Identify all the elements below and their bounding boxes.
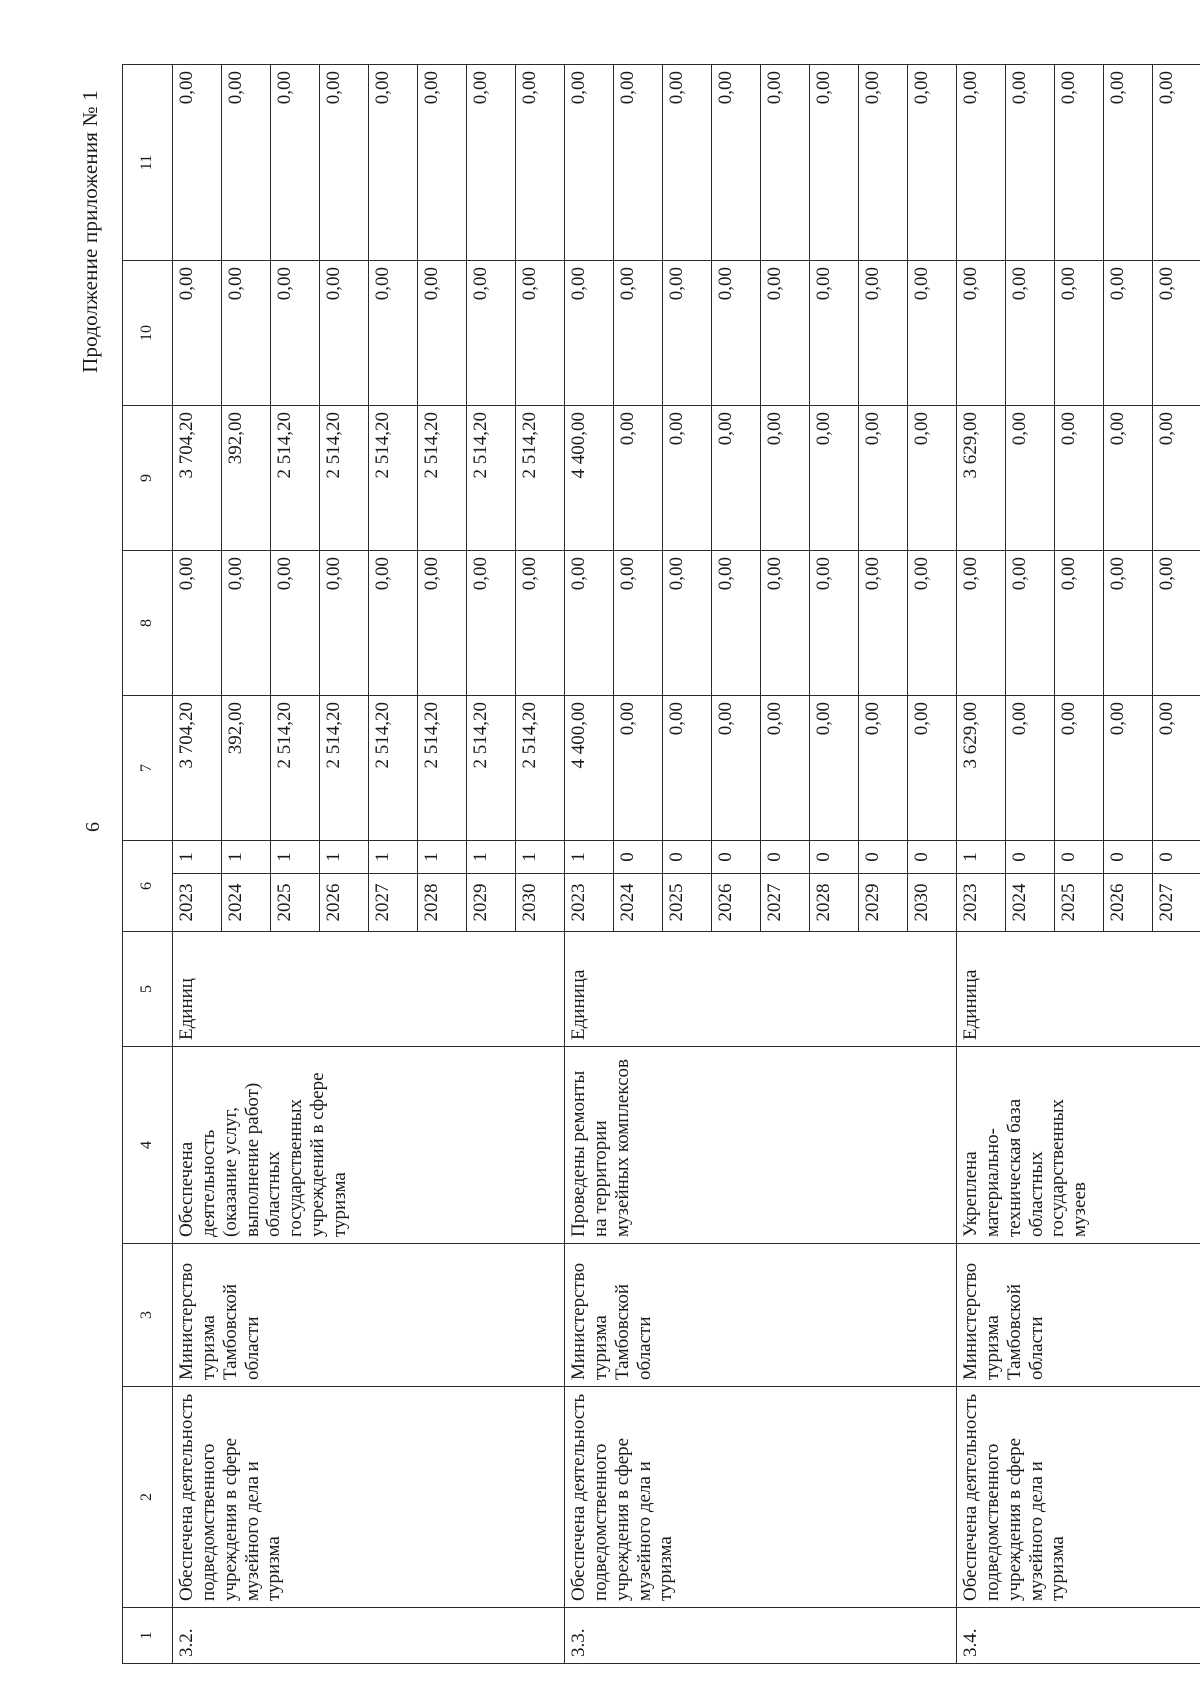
- amount-col10: 0,00: [761, 261, 810, 406]
- amount-col9: 0,00: [810, 406, 859, 551]
- responsible-executor: Министерство туризма Тамбовской области: [565, 1244, 957, 1387]
- indicator-value: 1: [957, 841, 1006, 874]
- amount-col11: 0,00: [1104, 65, 1153, 261]
- amount-col11: 0,00: [271, 65, 320, 261]
- year-cell: 2030: [516, 874, 565, 932]
- amount-col9: 0,00: [761, 406, 810, 551]
- column-number: 5: [123, 932, 173, 1047]
- year-cell: 2025: [663, 874, 712, 932]
- item-code: 3.3.: [565, 1608, 957, 1664]
- amount-col9: 2 514,20: [369, 406, 418, 551]
- item-code: 3.4.: [957, 1608, 1200, 1664]
- year-cell: 2026: [320, 874, 369, 932]
- amount-col8: 0,00: [810, 551, 859, 696]
- item-code: 3.2.: [173, 1608, 565, 1664]
- indicator-value: 0: [663, 841, 712, 874]
- amount-col10: 0,00: [614, 261, 663, 406]
- amount-col9: 2 514,20: [467, 406, 516, 551]
- amount-col10: 0,00: [271, 261, 320, 406]
- indicator-value: 1: [467, 841, 516, 874]
- amount-col11: 0,00: [614, 65, 663, 261]
- indicator-value: 1: [369, 841, 418, 874]
- result-description: Обеспечена деятельность (оказание услуг, выполнение работ) областных государственных учреждений в сфере туризма: [173, 1047, 565, 1244]
- year-cell: 2029: [467, 874, 516, 932]
- amount-col8: 0,00: [516, 551, 565, 696]
- amount-col10: 0,00: [859, 261, 908, 406]
- amount-col8: 0,00: [369, 551, 418, 696]
- year-cell: 2023: [957, 874, 1006, 932]
- measure-unit: Единиц: [173, 932, 565, 1047]
- amount-col10: 0,00: [369, 261, 418, 406]
- amount-col10: 0,00: [1153, 261, 1200, 406]
- result-description: Укреплена материально-техническая база областных государственных музеев: [957, 1047, 1200, 1244]
- amount-col8: 0,00: [859, 551, 908, 696]
- amount-col8: 0,00: [1055, 551, 1104, 696]
- amount-col7: 0,00: [614, 696, 663, 841]
- column-number: 6: [123, 841, 173, 932]
- amount-col9: 3 629,00: [957, 406, 1006, 551]
- column-number: 1: [123, 1608, 173, 1664]
- responsible-executor: Министерство туризма Тамбовской области: [957, 1244, 1200, 1387]
- table-row: [565, 65, 614, 1664]
- amount-col11: 0,00: [320, 65, 369, 261]
- amount-col10: 0,00: [1006, 261, 1055, 406]
- amount-col7: 3 704,20: [173, 696, 222, 841]
- amount-col10: 0,00: [222, 261, 271, 406]
- amount-col8: 0,00: [271, 551, 320, 696]
- year-cell: 2025: [271, 874, 320, 932]
- amount-col8: 0,00: [908, 551, 957, 696]
- amount-col11: 0,00: [810, 65, 859, 261]
- amount-col11: 0,00: [957, 65, 1006, 261]
- page-number: 6: [82, 822, 104, 832]
- year-cell: 2028: [418, 874, 467, 932]
- year-cell: 2029: [859, 874, 908, 932]
- amount-col11: 0,00: [369, 65, 418, 261]
- amount-col11: 0,00: [467, 65, 516, 261]
- amount-col9: 3 704,20: [173, 406, 222, 551]
- amount-col7: 392,00: [222, 696, 271, 841]
- indicator-value: 0: [1006, 841, 1055, 874]
- indicator-value: 1: [418, 841, 467, 874]
- amount-col7: 0,00: [1104, 696, 1153, 841]
- amount-col7: 2 514,20: [516, 696, 565, 841]
- amount-col7: 0,00: [1153, 696, 1200, 841]
- indicator-value: 1: [565, 841, 614, 874]
- amount-col11: 0,00: [173, 65, 222, 261]
- amount-col9: 2 514,20: [516, 406, 565, 551]
- amount-col8: 0,00: [712, 551, 761, 696]
- amount-col10: 0,00: [173, 261, 222, 406]
- column-number: 2: [123, 1387, 173, 1608]
- year-cell: 2027: [761, 874, 810, 932]
- amount-col10: 0,00: [418, 261, 467, 406]
- year-cell: 2024: [222, 874, 271, 932]
- amount-col9: 0,00: [908, 406, 957, 551]
- amount-col11: 0,00: [1055, 65, 1104, 261]
- indicator-value: 1: [173, 841, 222, 874]
- amount-col9: 2 514,20: [418, 406, 467, 551]
- amount-col9: 0,00: [663, 406, 712, 551]
- amount-col10: 0,00: [1104, 261, 1153, 406]
- amount-col7: 0,00: [712, 696, 761, 841]
- amount-col7: 3 629,00: [957, 696, 1006, 841]
- amount-col10: 0,00: [565, 261, 614, 406]
- indicator-value: 0: [761, 841, 810, 874]
- amount-col8: 0,00: [320, 551, 369, 696]
- amount-col10: 0,00: [908, 261, 957, 406]
- column-number: 3: [123, 1244, 173, 1387]
- amount-col11: 0,00: [761, 65, 810, 261]
- amount-col8: 0,00: [1104, 551, 1153, 696]
- indicator-value: 0: [810, 841, 859, 874]
- year-cell: 2023: [565, 874, 614, 932]
- indicator-value: 1: [320, 841, 369, 874]
- amount-col8: 0,00: [222, 551, 271, 696]
- year-cell: 2027: [369, 874, 418, 932]
- amount-col11: 0,00: [859, 65, 908, 261]
- indicator-value: 0: [1104, 841, 1153, 874]
- column-number: 8: [123, 551, 173, 696]
- amount-col8: 0,00: [614, 551, 663, 696]
- amount-col10: 0,00: [810, 261, 859, 406]
- amount-col11: 0,00: [418, 65, 467, 261]
- amount-col7: 2 514,20: [369, 696, 418, 841]
- amount-col7: 2 514,20: [418, 696, 467, 841]
- amount-col11: 0,00: [1006, 65, 1055, 261]
- amount-col7: 0,00: [908, 696, 957, 841]
- indicator-value: 1: [222, 841, 271, 874]
- task-description: Обеспечена деятельность подведомственного учреждения в сфере музейного дела и туризма: [173, 1387, 565, 1608]
- amount-col11: 0,00: [1153, 65, 1200, 261]
- amount-col8: 0,00: [173, 551, 222, 696]
- amount-col9: 0,00: [859, 406, 908, 551]
- task-description: Обеспечена деятельность подведомственного учреждения в сфере музейного дела и туризма: [957, 1387, 1200, 1608]
- amount-col9: 0,00: [614, 406, 663, 551]
- amount-col8: 0,00: [1006, 551, 1055, 696]
- amount-col9: 0,00: [1006, 406, 1055, 551]
- responsible-executor: Министерство туризма Тамбовской области: [173, 1244, 565, 1387]
- amount-col9: 392,00: [222, 406, 271, 551]
- amount-col7: 0,00: [761, 696, 810, 841]
- appendix-caption: Продолжение приложения № 1: [78, 90, 102, 373]
- amount-col11: 0,00: [663, 65, 712, 261]
- result-description: Проведены ремонты на территории музейных комплексов: [565, 1047, 957, 1244]
- amount-col7: 0,00: [859, 696, 908, 841]
- year-cell: 2026: [712, 874, 761, 932]
- column-number: 9: [123, 406, 173, 551]
- amount-col7: 4 400,00: [565, 696, 614, 841]
- amount-col8: 0,00: [761, 551, 810, 696]
- column-number-row: [123, 65, 173, 1664]
- amount-col11: 0,00: [516, 65, 565, 261]
- table-row: [173, 65, 222, 1664]
- amount-col9: 2 514,20: [320, 406, 369, 551]
- amount-col9: 0,00: [1055, 406, 1104, 551]
- amount-col10: 0,00: [467, 261, 516, 406]
- column-number: 7: [123, 696, 173, 841]
- amount-col10: 0,00: [712, 261, 761, 406]
- amount-col11: 0,00: [565, 65, 614, 261]
- amount-col7: 2 514,20: [320, 696, 369, 841]
- amount-col7: 0,00: [810, 696, 859, 841]
- amount-col10: 0,00: [320, 261, 369, 406]
- year-cell: 2024: [614, 874, 663, 932]
- amount-col7: 2 514,20: [467, 696, 516, 841]
- year-cell: 2028: [810, 874, 859, 932]
- year-cell: 2027: [1153, 874, 1200, 932]
- amount-col8: 0,00: [663, 551, 712, 696]
- amount-col9: 2 514,20: [271, 406, 320, 551]
- amount-col11: 0,00: [908, 65, 957, 261]
- amount-col8: 0,00: [1153, 551, 1200, 696]
- year-cell: 2025: [1055, 874, 1104, 932]
- amount-col7: 0,00: [663, 696, 712, 841]
- amount-col9: 4 400,00: [565, 406, 614, 551]
- measure-unit: Единица: [565, 932, 957, 1047]
- measure-unit: Единица: [957, 932, 1200, 1047]
- amount-col7: 2 514,20: [271, 696, 320, 841]
- column-number: 11: [123, 65, 173, 261]
- year-cell: 2024: [1006, 874, 1055, 932]
- amount-col10: 0,00: [957, 261, 1006, 406]
- amount-col8: 0,00: [418, 551, 467, 696]
- year-cell: 2030: [908, 874, 957, 932]
- amount-col8: 0,00: [565, 551, 614, 696]
- amount-col9: 0,00: [1153, 406, 1200, 551]
- amount-col7: 0,00: [1055, 696, 1104, 841]
- amount-col9: 0,00: [1104, 406, 1153, 551]
- indicator-value: 1: [271, 841, 320, 874]
- amount-col10: 0,00: [516, 261, 565, 406]
- column-number: 4: [123, 1047, 173, 1244]
- amount-col10: 0,00: [663, 261, 712, 406]
- column-number: 10: [123, 261, 173, 406]
- amount-col11: 0,00: [222, 65, 271, 261]
- task-description: Обеспечена деятельность подведомственного учреждения в сфере музейного дела и туризма: [565, 1387, 957, 1608]
- appendix-table: [122, 64, 1200, 1664]
- amount-col8: 0,00: [467, 551, 516, 696]
- amount-col7: 0,00: [1006, 696, 1055, 841]
- indicator-value: 0: [908, 841, 957, 874]
- year-cell: 2023: [173, 874, 222, 932]
- amount-col8: 0,00: [957, 551, 1006, 696]
- indicator-value: 0: [859, 841, 908, 874]
- indicator-value: 0: [712, 841, 761, 874]
- amount-col11: 0,00: [712, 65, 761, 261]
- amount-col10: 0,00: [1055, 261, 1104, 406]
- table-row: [957, 65, 1006, 1664]
- year-cell: 2026: [1104, 874, 1153, 932]
- indicator-value: 0: [1055, 841, 1104, 874]
- indicator-value: 0: [614, 841, 663, 874]
- indicator-value: 0: [1153, 841, 1200, 874]
- amount-col9: 0,00: [712, 406, 761, 551]
- indicator-value: 1: [516, 841, 565, 874]
